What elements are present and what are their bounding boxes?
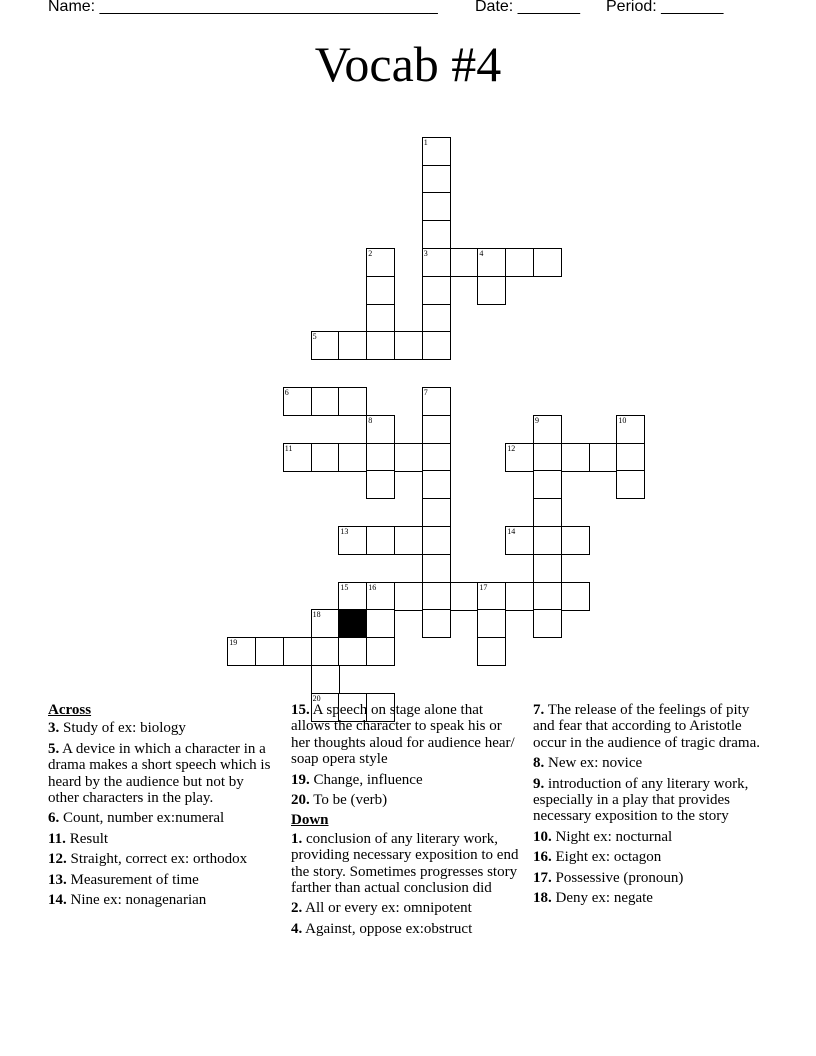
down-heading: Down: [291, 812, 329, 829]
crossword-cell[interactable]: [533, 498, 562, 527]
clue-number-label: 14.: [48, 892, 67, 909]
crossword-cell[interactable]: [311, 637, 340, 666]
clue-item: [291, 702, 523, 768]
clue-number: 4: [479, 249, 484, 258]
crossword-cell[interactable]: [422, 526, 451, 555]
clue-text: introduction of any literary work, especially in a play that provides necessary exposition to the story: [533, 775, 749, 825]
crossword-cell[interactable]: [561, 582, 590, 611]
crossword-cell[interactable]: [533, 609, 562, 638]
clue-text: New ex: novice: [544, 755, 643, 772]
clue-number-label: 1.: [291, 830, 303, 847]
clue-number: 5: [312, 332, 317, 342]
crossword-cell[interactable]: [394, 582, 423, 611]
crossword-cell[interactable]: [366, 248, 395, 277]
clue-number-label: 3.: [48, 720, 60, 737]
clue-number: 6: [284, 388, 289, 397]
clue-text: Eight ex: octagon: [551, 849, 662, 866]
crossword-cell[interactable]: [227, 637, 256, 666]
crossword-cell[interactable]: [338, 637, 367, 666]
clue-text: Night ex: nocturnal: [551, 828, 673, 845]
crossword-cell[interactable]: [283, 387, 312, 416]
crossword-cell[interactable]: [422, 137, 451, 166]
crossword-cell[interactable]: [338, 582, 367, 611]
clue-number-label: 6.: [48, 810, 60, 827]
clue-number-label: 16.: [533, 849, 552, 866]
clue-item: [291, 921, 523, 937]
crossword-cell[interactable]: [422, 470, 451, 499]
crossword-cell[interactable]: [450, 582, 479, 611]
crossword-cell[interactable]: [366, 470, 395, 499]
clue-number: 20: [312, 693, 321, 703]
crossword-cell[interactable]: [311, 609, 340, 638]
crossword-cell[interactable]: [533, 526, 562, 555]
crossword-cell[interactable]: [533, 582, 562, 611]
clue-item: [48, 720, 278, 736]
page-title: Vocab #4: [314, 36, 502, 92]
across-heading: Across: [48, 702, 92, 718]
crossword-cell[interactable]: [422, 498, 451, 527]
clue-number-label: 4.: [291, 920, 303, 937]
crossword-cell[interactable]: [533, 415, 562, 444]
crossword-cell[interactable]: [394, 526, 423, 555]
clue-number: 11: [284, 443, 293, 453]
clue-number: 7: [423, 388, 428, 397]
crossword-cell[interactable]: [422, 387, 451, 416]
clue-text: Against, oppose ex:obstruct: [302, 920, 473, 937]
clue-item: [291, 772, 523, 788]
clue-text: Nine ex: nonagenarian: [66, 892, 207, 909]
crossword-cell[interactable]: [422, 443, 451, 472]
crossword-cell[interactable]: [477, 582, 506, 611]
crossword-cell[interactable]: [366, 637, 395, 666]
clue-number-label: 9.: [533, 775, 545, 792]
crossword-cell[interactable]: [505, 443, 534, 472]
crossword-cell[interactable]: [338, 387, 367, 416]
crossword-cell[interactable]: [311, 331, 340, 360]
crossword-cell[interactable]: [283, 637, 312, 666]
crossword-cell[interactable]: [505, 248, 534, 277]
clue-item: [533, 829, 773, 845]
clue-item: [48, 851, 278, 867]
clues-column-2: [291, 702, 523, 941]
clue-item: [48, 741, 278, 807]
crossword-cell[interactable]: [366, 443, 395, 472]
crossword-cell[interactable]: [477, 637, 506, 666]
crossword-cell[interactable]: [338, 443, 367, 472]
crossword-cell[interactable]: [311, 665, 340, 694]
crossword-cell[interactable]: [422, 609, 451, 638]
clue-number: 19: [229, 638, 238, 648]
name-field: Name: ______________________________________: [48, 0, 438, 15]
clue-number-label: 19.: [291, 771, 310, 788]
clue-item: [291, 792, 523, 808]
clue-text: Measurement of time: [66, 871, 199, 888]
clue-item: [291, 831, 523, 897]
crossword-cell[interactable]: [255, 637, 284, 666]
crossword-cell[interactable]: [589, 443, 618, 472]
clue-number: 18: [312, 610, 321, 620]
crossword-cell[interactable]: [366, 331, 395, 360]
clue-text: A device in which a character in a drama makes a short speech which is heard by the audience but not by other characters in the play.: [48, 740, 271, 807]
clue-number-label: 20.: [291, 792, 310, 809]
crossword-cell[interactable]: [311, 443, 340, 472]
clue-item: [533, 890, 773, 906]
crossword-cell[interactable]: [533, 248, 562, 277]
clue-text: The release of the feelings of pity and fear that according to Aristotle occur in the audience of tragic drama.: [533, 702, 760, 751]
crossword-cell[interactable]: [422, 165, 451, 194]
clue-text: Straight, correct ex: orthodox: [66, 851, 248, 868]
crossword-cell[interactable]: [505, 582, 534, 611]
crossword-cell[interactable]: [616, 470, 645, 499]
crossword-cell[interactable]: [366, 609, 395, 638]
crossword-cell[interactable]: [422, 220, 451, 249]
crossword-cell[interactable]: [477, 276, 506, 305]
crossword-cell[interactable]: [561, 443, 590, 472]
clue-number-label: 8.: [533, 755, 545, 772]
clue-text: Change, influence: [309, 771, 423, 788]
crossword-cell[interactable]: [505, 526, 534, 555]
crossword-cell[interactable]: [394, 331, 423, 360]
crossword-cell[interactable]: [533, 470, 562, 499]
clue-number-label: 18.: [533, 890, 552, 907]
crossword-cell[interactable]: [311, 387, 340, 416]
clue-item: [533, 870, 773, 886]
clue-text: A speech on stage alone that allows the character to speak his or her thoughts aloud for audience hear/ soap opera style: [291, 702, 515, 768]
crossword-cell[interactable]: [366, 415, 395, 444]
crossword-cell[interactable]: [450, 248, 479, 277]
clue-item: [533, 755, 773, 771]
clue-number-label: 10.: [533, 828, 552, 845]
crossword-cell[interactable]: [394, 443, 423, 472]
crossword-cell[interactable]: [422, 192, 451, 221]
clue-number-label: 15.: [291, 702, 310, 718]
clue-number: 3: [423, 249, 428, 258]
crossword-cell[interactable]: [366, 304, 395, 333]
clue-text: Result: [65, 830, 109, 847]
crossword-cell[interactable]: [533, 443, 562, 472]
crossword-cell[interactable]: [616, 415, 645, 444]
clue-text: To be (verb): [309, 792, 388, 809]
clue-number: 13: [340, 527, 349, 536]
clue-number: 8: [368, 415, 373, 425]
clue-item: [291, 900, 523, 916]
clue-number-label: 12.: [48, 851, 67, 868]
crossword-cell[interactable]: [366, 582, 395, 611]
crossword-cell[interactable]: [477, 609, 506, 638]
crossword-cell[interactable]: [422, 331, 451, 360]
crossword-cell[interactable]: [533, 554, 562, 583]
crossword-cell[interactable]: [561, 526, 590, 555]
crossword-cell[interactable]: [422, 582, 451, 611]
clue-item: [533, 702, 773, 751]
crossword-cell[interactable]: [477, 248, 506, 277]
crossword-cell[interactable]: [366, 276, 395, 305]
clue-number: 17: [479, 582, 488, 592]
clues-column-3: [533, 702, 773, 910]
crossword-cell[interactable]: [422, 415, 451, 444]
clue-number-label: 7.: [533, 702, 545, 718]
period-field: Period: _______: [606, 0, 724, 15]
clue-number: 16: [368, 582, 377, 592]
clue-number: 12: [507, 443, 516, 453]
clue-number-label: 13.: [48, 871, 67, 888]
crossword-cell[interactable]: [338, 331, 367, 360]
crossword-cell[interactable]: [366, 526, 395, 555]
crossword-cell[interactable]: [616, 443, 645, 472]
crossword-cell[interactable]: [338, 526, 367, 555]
clue-item: [533, 776, 773, 825]
clue-text: Possessive (pronoun): [551, 869, 684, 886]
clue-number-label: 5.: [48, 740, 60, 757]
clues-column-1: [48, 702, 278, 912]
crossword-cell[interactable]: [422, 304, 451, 333]
clue-item: [48, 892, 278, 908]
clue-text: Study of ex: biology: [59, 720, 186, 737]
clue-number: 15: [340, 582, 349, 592]
clue-number-label: 2.: [291, 900, 303, 917]
clue-number: 10: [618, 415, 627, 425]
clue-item: [533, 849, 773, 865]
clue-item: [48, 810, 278, 826]
clue-number-label: 11.: [48, 830, 66, 847]
clue-text: All or every ex: omnipotent: [302, 900, 472, 917]
crossword-cell[interactable]: [422, 276, 451, 305]
clue-item: [48, 872, 278, 888]
clue-number: 9: [535, 415, 539, 425]
clue-text: Deny ex: negate: [551, 890, 653, 907]
crossword-cell[interactable]: [422, 554, 451, 583]
clue-number-label: 17.: [533, 869, 552, 886]
clue-item: [48, 831, 278, 847]
clue-text: conclusion of any literary work, providing necessary exposition to end the story. Sometimes progresses story farther than actual conclusion did: [291, 830, 519, 897]
black-cell: [338, 609, 367, 638]
clue-number: 2: [368, 249, 373, 258]
crossword-cell[interactable]: [422, 248, 451, 277]
clue-text: Count, number ex:numeral: [59, 810, 225, 827]
date-field: Date: _______: [475, 0, 580, 15]
clue-number: 1: [423, 137, 428, 147]
crossword-cell[interactable]: [283, 443, 312, 472]
clue-number: 14: [507, 527, 516, 536]
